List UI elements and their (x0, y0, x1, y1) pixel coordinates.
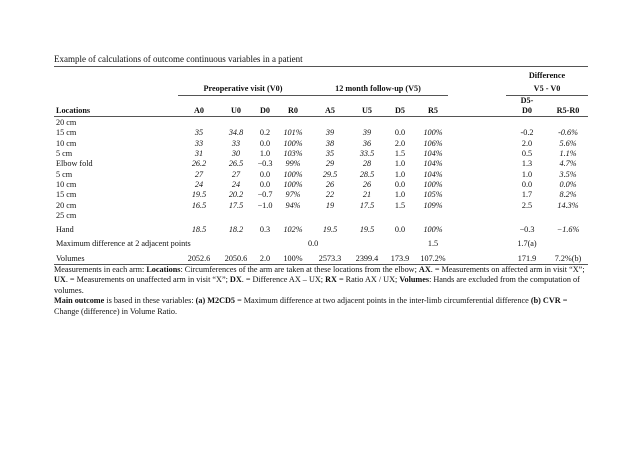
cell-d5-d0: 0.5 (521, 149, 533, 159)
cell-u5: 17.5 (359, 200, 375, 210)
preop-visit-header: Preoperative visit (V0) (178, 81, 308, 95)
cell-u5: 21 (362, 190, 372, 200)
cell-r0: 100% (283, 179, 303, 189)
row-location: 15 cm (56, 190, 77, 200)
cell-d5: 1.0 (394, 169, 406, 179)
cell-a5: 35 (325, 149, 335, 159)
cell-d5-d0: 1.3 (521, 159, 533, 169)
difference-title: Difference (528, 71, 566, 80)
cell-d5: 1.5 (394, 200, 406, 210)
cell-u5: 33.5 (359, 149, 375, 159)
cell-d5-d0 (506, 117, 548, 129)
cell-u5: 36 (362, 138, 372, 148)
note-term-volumes: Volumes (399, 275, 430, 285)
table-row (54, 128, 588, 138)
row-location: 25 cm (56, 210, 77, 220)
cell-r0: 100% (283, 169, 303, 179)
row-location: 10 cm (56, 138, 77, 148)
cell-r5: 104% (423, 149, 443, 159)
cell-r5-r0: 8.2% (559, 190, 577, 200)
cell-d0: −0.7 (257, 190, 273, 200)
cell-d5: 0.0 (394, 128, 406, 138)
col-r5-r0: R5-R0 (548, 95, 588, 117)
table-caption: Example of calculations of outcome continuous variables in a patient (54, 54, 303, 64)
col-d0: D0 (252, 95, 278, 117)
column-header-row (54, 95, 588, 117)
note-term-locations: Locations (146, 265, 181, 275)
document-table-figure (54, 54, 588, 317)
cell-u5: 19.5 (359, 225, 375, 235)
cell-r5: 100% (423, 128, 443, 138)
note-text: is based in these variables: (104, 296, 196, 306)
cell-a0 (178, 117, 220, 129)
note-text: = Change (difference) in Volume Ratio. (54, 296, 568, 316)
cell-a0: 33 (194, 138, 204, 148)
col-locations: Locations (54, 95, 178, 117)
cell-d5-d0: −0.3 (519, 225, 535, 235)
row-location: Elbow fold (56, 159, 93, 169)
cell-u5: 39 (362, 128, 372, 138)
volumes-r5: 107.2% (420, 253, 446, 263)
table-row (54, 180, 588, 190)
cell-r5-r0: 4.7% (559, 159, 577, 169)
cell-a0: 16.5 (191, 200, 207, 210)
table-row (54, 149, 588, 159)
col-r0: R0 (278, 95, 308, 117)
cell-r0: 103% (283, 149, 303, 159)
note-text: : Hands are excluded from the computation of volumes. (54, 275, 580, 295)
volumes-d5: 173.9 (390, 253, 410, 263)
cell-r5: 109% (423, 200, 443, 210)
note-term-ux: UX (54, 275, 66, 285)
row-location: Hand (56, 225, 74, 235)
volumes-label: Volumes (56, 253, 85, 263)
footnote-main-outcome (54, 296, 588, 317)
cell-a0: 24 (194, 179, 204, 189)
volumes-d0: 2.0 (259, 253, 271, 263)
volumes-r0: 100% (283, 253, 303, 263)
cell-d5-d0: 0.0 (521, 179, 533, 189)
cell-d5 (382, 211, 418, 221)
maxdiff-row (54, 239, 588, 249)
cell-a0: 27 (194, 169, 204, 179)
table-row (54, 201, 588, 211)
cell-d0 (252, 211, 278, 221)
table-row (54, 159, 588, 169)
cell-a5: 39 (325, 128, 335, 138)
volumes-rr: 7.2%(b) (554, 253, 582, 263)
cell-a5 (308, 117, 352, 129)
table-row (54, 190, 588, 200)
cell-a0: 18.5 (191, 225, 207, 235)
note-term-dx: DX (229, 275, 242, 285)
footnote-measurements (54, 265, 588, 296)
cell-d5-d0 (506, 211, 548, 221)
cell-r0: 94% (285, 200, 301, 210)
cell-d0 (252, 117, 278, 129)
volumes-a5: 2573.3 (318, 253, 342, 263)
cell-d0: 1.0 (259, 149, 271, 159)
cell-d5: 1.5 (394, 149, 406, 159)
cell-d5: 0.0 (394, 225, 406, 235)
cell-r5-r0: −1.6% (556, 225, 580, 235)
cell-r5: 100% (423, 225, 443, 235)
cell-a5: 22 (325, 190, 335, 200)
cell-r5: 105% (423, 190, 443, 200)
maxdiff-diff: 1.7(a) (517, 239, 537, 249)
cell-r5-r0: -0.6% (558, 128, 578, 138)
cell-r0 (278, 211, 308, 221)
cell-r0: 99% (285, 159, 301, 169)
cell-u0: 24 (231, 179, 241, 189)
followup-visit-header: 12 month follow-up (V5) (308, 81, 448, 95)
cell-a5: 38 (325, 138, 335, 148)
cell-r5-r0: 3.5% (559, 169, 577, 179)
cell-r5 (418, 211, 448, 221)
cell-a5: 29 (325, 159, 335, 169)
measurement-rows (54, 117, 588, 236)
table-row (54, 225, 588, 235)
cell-a5: 29.5 (322, 169, 338, 179)
col-d5-d0-line1: D5- (520, 95, 534, 105)
volumes-a0: 2052.6 (187, 253, 211, 263)
note-term-ax: AX (418, 265, 431, 275)
cell-d5 (382, 117, 418, 129)
note-term-cvr: (b) CVR (530, 296, 561, 306)
volumes-u5: 2399.4 (355, 253, 379, 263)
cell-d5: 1.0 (394, 190, 406, 200)
cell-u5: 28.5 (359, 169, 375, 179)
cell-u5 (352, 117, 382, 129)
cell-d5-d0: -0.2 (520, 128, 534, 138)
maxdiff-v0: 0.0 (308, 239, 319, 249)
cell-r0 (278, 117, 308, 129)
col-u0: U0 (220, 95, 252, 117)
cell-d5: 0.0 (394, 179, 406, 189)
cell-d0: 0.0 (259, 179, 271, 189)
cell-r5-r0 (548, 117, 588, 129)
cell-u0: 30 (231, 149, 241, 159)
note-text: Measurements in each arm: (54, 265, 147, 275)
cell-d5-d0: 1.7 (521, 190, 533, 200)
cell-r5 (418, 117, 448, 129)
cell-d5: 1.0 (394, 159, 406, 169)
cell-u0: 20.2 (228, 190, 244, 200)
note-text: . = Difference AX – UX; (241, 275, 326, 285)
cell-a5: 26 (325, 179, 335, 189)
cell-u0: 33 (231, 138, 241, 148)
cell-r0: 102% (283, 225, 303, 235)
cell-d0: 0.2 (259, 128, 271, 138)
cell-a0: 31 (194, 149, 204, 159)
note-text: . = Measurements on unaffected arm in visit “X”; (65, 275, 230, 285)
cell-u5: 26 (362, 179, 372, 189)
note-term-main-outcome: Main outcome (54, 296, 105, 306)
cell-a5 (308, 211, 352, 221)
note-text: = Ratio AX / UX; (336, 275, 400, 285)
cell-u0: 26.5 (228, 159, 244, 169)
col-a5: A5 (308, 95, 352, 117)
col-a0: A0 (178, 95, 220, 117)
cell-u0: 17.5 (228, 200, 244, 210)
table-row (54, 139, 588, 149)
cell-a0: 26.2 (191, 159, 207, 169)
cell-a5: 19 (325, 200, 335, 210)
cell-a0: 19.5 (191, 190, 207, 200)
cell-u0: 34.8 (228, 128, 244, 138)
cell-u5 (352, 211, 382, 221)
row-location: 20 cm (56, 118, 77, 128)
header-row-difference (54, 67, 588, 81)
row-location: 5 cm (56, 169, 73, 179)
cell-r5: 104% (423, 159, 443, 169)
cell-u0: 27 (231, 169, 241, 179)
volumes-u0: 2050.6 (224, 253, 248, 263)
cell-a0: 35 (194, 128, 204, 138)
table-row (54, 117, 588, 129)
volumes-dd: 171.9 (517, 253, 537, 263)
outcome-table (54, 67, 588, 265)
cell-d5: 2.0 (394, 138, 406, 148)
cell-d5-d0: 2.5 (521, 200, 533, 210)
cell-d0: −1.0 (257, 200, 273, 210)
cell-d0: 0.0 (259, 138, 271, 148)
cell-u0 (220, 117, 252, 129)
note-text: : Circumferences of the arm are taken at these locations from the elbow; (180, 265, 419, 275)
cell-r5-r0: 14.3% (557, 200, 579, 210)
note-text: = Maximum difference at two adjacent points in the inter-limb circumferential difference (235, 296, 531, 306)
col-d5-d0 (506, 95, 548, 117)
cell-r0: 101% (283, 128, 303, 138)
note-term-m2cd5: (a) M2CD5 (195, 296, 236, 306)
cell-u5: 28 (362, 159, 372, 169)
cell-r5-r0: 0.0% (559, 179, 577, 189)
cell-r5-r0: 5.6% (559, 138, 577, 148)
col-d5: D5 (382, 95, 418, 117)
cell-u0: 18.2 (228, 225, 244, 235)
header-row-visits (54, 81, 588, 95)
cell-d0: −0.3 (257, 159, 273, 169)
maxdiff-v5: 1.5 (427, 239, 439, 249)
col-r5: R5 (418, 95, 448, 117)
col-u5: U5 (352, 95, 382, 117)
cell-r5-r0 (548, 211, 588, 221)
row-location: 10 cm (56, 179, 77, 189)
table-row (54, 170, 588, 180)
cell-a0 (178, 211, 220, 221)
cell-a5: 19.5 (322, 225, 338, 235)
maxdiff-label: Maximum difference at 2 adjacent points (56, 239, 191, 249)
cell-r5: 106% (423, 138, 443, 148)
cell-u0 (220, 211, 252, 221)
cell-d5-d0: 2.0 (521, 138, 533, 148)
row-location: 5 cm (56, 149, 73, 159)
cell-r0: 97% (285, 190, 301, 200)
row-location: 20 cm (56, 200, 77, 210)
note-term-rx: RX (325, 275, 337, 285)
cell-r0: 100% (283, 138, 303, 148)
table-row (54, 211, 588, 221)
volumes-row (54, 254, 588, 265)
difference-visit-header: V5 - V0 (506, 81, 588, 95)
cell-d0: 0.3 (259, 225, 271, 235)
cell-r5-r0: 1.1% (559, 149, 577, 159)
row-location: 15 cm (56, 128, 77, 138)
col-d5-d0-line2: D0 (521, 105, 532, 115)
cell-d0: 0.0 (259, 169, 271, 179)
cell-d5-d0: 1.0 (521, 169, 533, 179)
cell-r5: 100% (423, 179, 443, 189)
note-text: . = Measurements on affected arm in visit “X”; (430, 265, 585, 275)
cell-r5: 104% (423, 169, 443, 179)
